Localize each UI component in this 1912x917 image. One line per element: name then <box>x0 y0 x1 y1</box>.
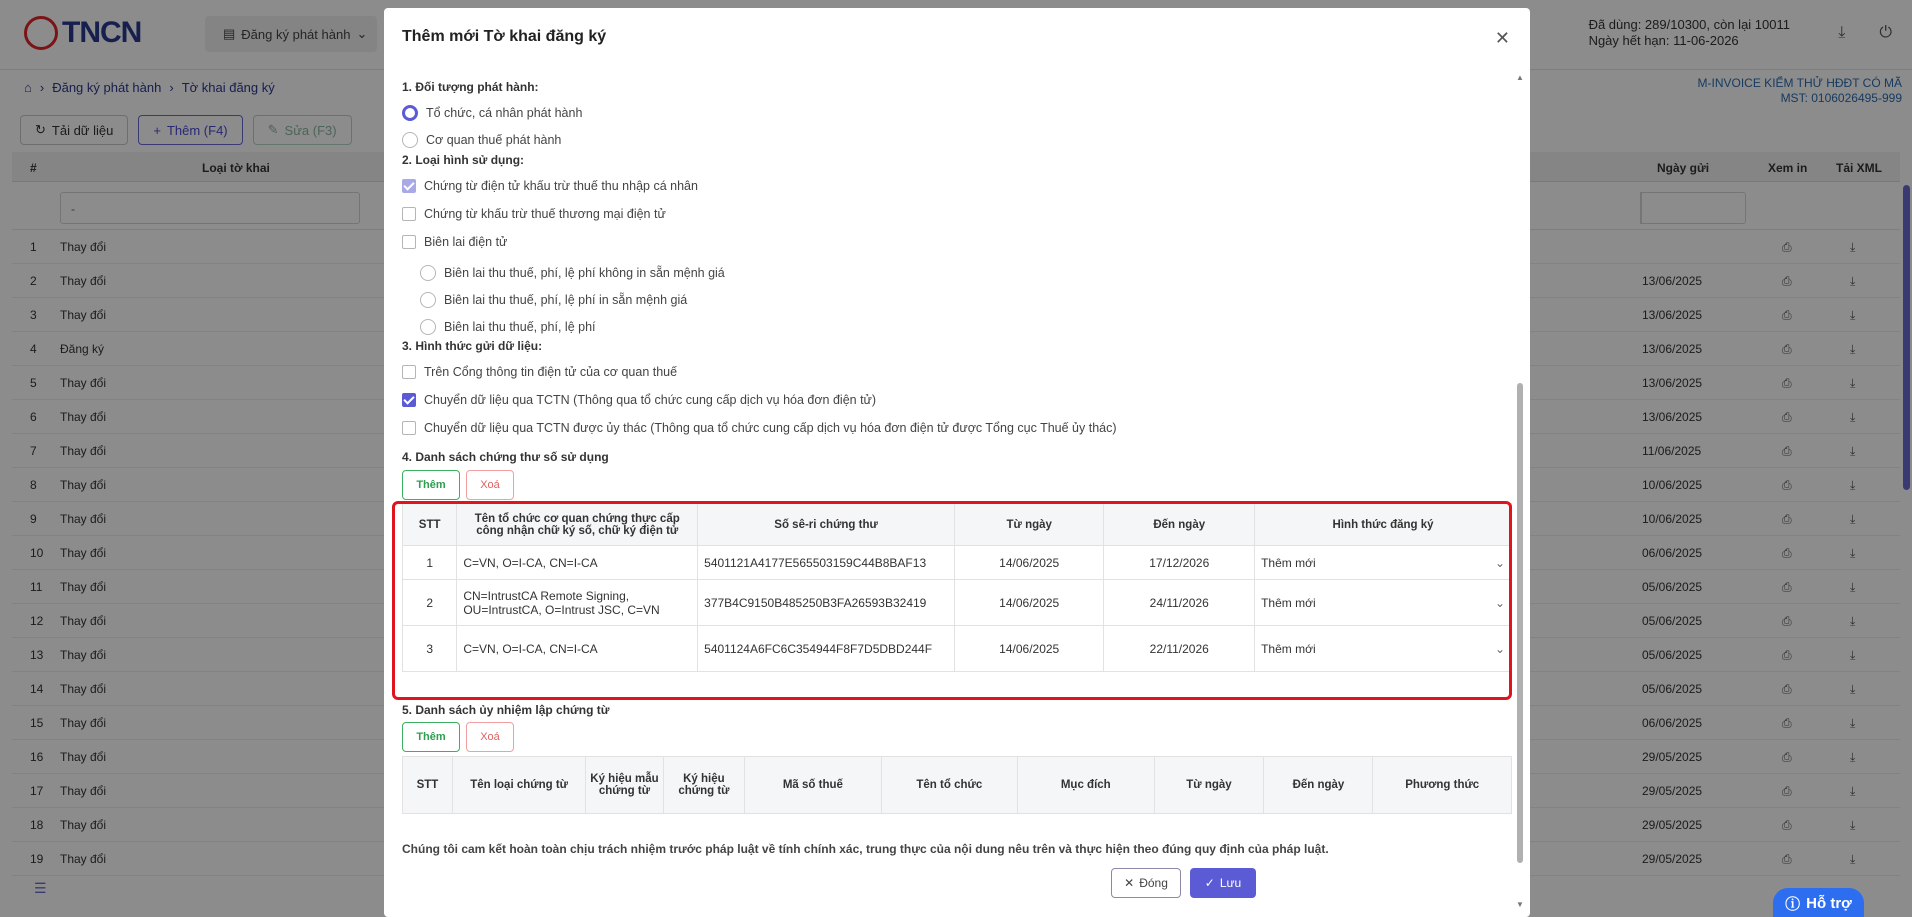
row-date: 11/06/2025 <box>1642 444 1702 458</box>
reload-label: Tải dữ liệu <box>51 122 114 138</box>
radio-receipt-general[interactable] <box>420 319 596 335</box>
company-name: M-INVOICE KIỂM THỬ HĐĐT CÓ MÃ <box>1697 76 1902 90</box>
checkbox-pit-certificate[interactable] <box>402 179 698 193</box>
print-icon[interactable]: ⎙ <box>1782 410 1792 424</box>
row-type: Thay đổi <box>60 852 107 866</box>
row-number: 14 <box>30 682 44 696</box>
row-type: Thay đổi <box>60 376 107 390</box>
row-type: Thay đổi <box>60 818 107 832</box>
section-usage-title: 2. Loại hình sử dụng: <box>402 153 525 167</box>
download-icon[interactable]: ⤓ <box>1838 24 1846 41</box>
checkbox-empty-icon <box>402 235 416 249</box>
checkbox-via-tctn-delegated[interactable] <box>402 421 1117 435</box>
radio-selected-icon <box>402 105 418 121</box>
row-type: Thay đổi <box>60 682 107 696</box>
print-icon[interactable]: ⎙ <box>1782 852 1792 866</box>
row-date: 13/06/2025 <box>1642 308 1703 322</box>
cert-stt: 2 <box>403 580 457 626</box>
delegation-col: Đến ngày <box>1264 757 1373 814</box>
close-button[interactable] <box>1111 868 1181 898</box>
edit-label: Sửa (F3) <box>284 122 337 138</box>
download-icon[interactable]: ⤓ <box>1850 342 1856 356</box>
cert-to-date: 24/11/2026 <box>1104 580 1255 626</box>
col-no: # <box>30 161 37 175</box>
print-icon[interactable]: ⎙ <box>1782 818 1792 832</box>
power-icon[interactable]: ⏻ <box>1879 24 1892 41</box>
chevron-down-icon: ⌄ <box>356 26 368 41</box>
col-print: Xem in <box>1768 161 1808 175</box>
print-icon[interactable]: ⎙ <box>1782 784 1792 798</box>
add-declaration-modal <box>384 8 1530 917</box>
radio-receipt-printed-label: Biên lai thu thuế, phí, lệ phí in sẵn mệnh giá <box>444 293 688 307</box>
row-type: Thay đổi <box>60 750 107 764</box>
download-icon[interactable]: ⤓ <box>1850 580 1856 594</box>
print-icon[interactable]: ⎙ <box>1782 648 1792 662</box>
delegation-table-header <box>403 757 1512 814</box>
certificate-table-header <box>403 504 1512 546</box>
radio-tax-issuer-label: Cơ quan thuế phát hành <box>426 133 562 147</box>
download-icon[interactable]: ⤓ <box>1850 614 1856 628</box>
row-number: 9 <box>30 512 37 526</box>
row-type: Thay đổi <box>60 240 107 254</box>
print-icon[interactable]: ⎙ <box>1782 716 1792 730</box>
row-number: 7 <box>30 444 37 458</box>
radio-receipt-general-label: Biên lai thu thuế, phí, lệ phí <box>444 320 596 334</box>
radio-empty-icon <box>402 132 418 148</box>
cert-org: C=VN, O=I-CA, CN=I-CA <box>457 626 698 672</box>
cert-form-value: Thêm mới <box>1261 641 1316 656</box>
add-certificate-button[interactable]: Thêm <box>402 470 460 500</box>
plus-icon: + <box>153 122 161 138</box>
print-icon[interactable]: ⎙ <box>1782 682 1792 696</box>
row-number: 17 <box>30 784 44 798</box>
row-number: 1 <box>30 240 37 254</box>
row-date: 13/06/2025 <box>1642 274 1703 288</box>
row-date: 06/06/2025 <box>1642 716 1703 730</box>
col-date[interactable]: Ngày gửi <box>1657 161 1710 175</box>
delegation-col: Tên tổ chức <box>881 757 1017 814</box>
row-number: 18 <box>30 818 44 832</box>
nav-dropdown-label: Đăng ký phát hành <box>241 26 351 42</box>
radio-empty-icon <box>420 292 436 308</box>
print-icon[interactable]: ⎙ <box>1782 546 1792 560</box>
print-icon[interactable]: ⎙ <box>1782 376 1792 390</box>
certificate-table-body <box>403 546 1512 672</box>
row-type: Thay đổi <box>60 410 107 424</box>
breadcrumb-declaration[interactable]: Tờ khai đăng ký <box>181 80 275 95</box>
col-type[interactable]: Loại tờ khai <box>202 161 270 175</box>
row-number: 13 <box>30 648 44 662</box>
cert-from-date: 14/06/2025 <box>955 546 1104 580</box>
type-filter-input[interactable]: - <box>60 192 360 224</box>
certificate-row[interactable] <box>403 580 1512 626</box>
cert-form-select[interactable] <box>1255 626 1512 672</box>
home-icon[interactable]: ⌂ <box>24 80 32 95</box>
row-number: 12 <box>30 614 44 628</box>
row-date: 29/05/2025 <box>1642 784 1703 798</box>
download-icon[interactable]: ⤓ <box>1850 852 1856 866</box>
commitment-text: Chúng tôi cam kết hoàn toàn chịu trách nhiệm trước pháp luật về tính chính xác, trung thực của nội dung nêu trên và thực hiện theo đúng quy định của pháp luật. <box>402 842 1329 856</box>
radio-receipt-printed[interactable] <box>420 292 687 308</box>
add-label: Thêm (F4) <box>166 122 228 138</box>
print-icon[interactable]: ⎙ <box>1782 478 1792 492</box>
delegation-col: Mục đích <box>1018 757 1154 814</box>
download-icon[interactable]: ⤓ <box>1850 784 1856 798</box>
section-certificates-title: 4. Danh sách chứng thư số sử dụng <box>402 450 609 464</box>
breadcrumb-register[interactable]: Đăng ký phát hành <box>52 80 162 95</box>
cert-serial: 5401124A6FC6C354944F8F7D5DBD244F <box>698 626 955 672</box>
modal-title: Thêm mới Tờ khai đăng ký <box>402 28 607 45</box>
row-date: 06/06/2025 <box>1642 546 1703 560</box>
checkbox-ecommerce-certificate[interactable] <box>402 207 666 221</box>
expiry-text: Ngày hết hạn: 11-06-2026 <box>1588 33 1739 48</box>
row-date: 13/06/2025 <box>1642 342 1703 356</box>
checkbox-tax-portal[interactable] <box>402 365 677 379</box>
download-icon[interactable]: ⤓ <box>1850 478 1856 492</box>
delegation-col: Tên loại chứng từ <box>452 757 585 814</box>
breadcrumb-separator-icon: › <box>39 80 45 95</box>
close-small-icon: ✕ <box>1124 876 1135 890</box>
support-button[interactable] <box>1773 888 1864 917</box>
row-type: Thay đổi <box>60 444 107 458</box>
row-type: Thay đổi <box>60 478 107 492</box>
delegation-col: Mã số thuế <box>745 757 881 814</box>
checkbox-ecommerce-certificate-label: Chứng từ khấu trừ thuế thương mại điện tử <box>424 207 666 221</box>
download-icon[interactable]: ⤓ <box>1850 818 1856 832</box>
row-date: 10/06/2025 <box>1642 478 1703 492</box>
support-button-label: Hỗ trợ <box>1806 894 1852 912</box>
row-date: 05/06/2025 <box>1642 614 1703 628</box>
checkbox-empty-icon <box>402 365 416 379</box>
print-icon[interactable]: ⎙ <box>1782 750 1792 764</box>
cert-org: C=VN, O=I-CA, CN=I-CA <box>457 546 698 580</box>
cert-form-select[interactable] <box>1255 546 1512 580</box>
close-icon[interactable]: ✕ <box>1494 28 1510 48</box>
row-number: 10 <box>30 546 44 560</box>
cert-to-date: 22/11/2026 <box>1104 626 1255 672</box>
row-date: 05/06/2025 <box>1642 580 1703 594</box>
row-number: 16 <box>30 750 44 764</box>
save-button-label: Lưu <box>1219 876 1242 890</box>
download-icon[interactable]: ⤓ <box>1850 546 1856 560</box>
download-icon[interactable]: ⤓ <box>1850 682 1856 696</box>
radio-org-issuer[interactable] <box>402 105 582 121</box>
col-stt: STT <box>403 504 457 546</box>
refresh-icon: ↻ <box>35 122 46 137</box>
download-icon[interactable]: ⤓ <box>1850 410 1856 424</box>
radio-receipt-unprinted[interactable] <box>420 265 725 281</box>
scroll-down-icon[interactable]: ▼ <box>1516 900 1524 909</box>
certificate-row[interactable] <box>403 546 1512 580</box>
row-type: Thay đổi <box>60 274 107 288</box>
cert-serial: 377B4C9150B485250B3FA26593B32419 <box>698 580 955 626</box>
col-from: Từ ngày <box>955 504 1104 546</box>
checkbox-e-receipt-label: Biên lai điện tử <box>424 235 508 249</box>
cert-form-value: Thêm mới <box>1261 555 1316 570</box>
document-icon: ▤ <box>223 26 236 41</box>
row-type: Thay đổi <box>60 546 107 560</box>
row-number: 11 <box>30 580 43 594</box>
col-form: Hình thức đăng ký <box>1255 504 1512 546</box>
delegation-col: Từ ngày <box>1154 757 1264 814</box>
section-issuer-title: 1. Đối tượng phát hành: <box>402 80 539 94</box>
radio-receipt-unprinted-label: Biên lai thu thuế, phí, lệ phí không in sẵn mệnh giá <box>444 266 725 280</box>
help-circle-icon: ⓘ <box>1785 895 1801 913</box>
cert-to-date: 17/12/2026 <box>1104 546 1255 580</box>
print-icon[interactable]: ⎙ <box>1782 614 1792 628</box>
download-icon[interactable]: ⤓ <box>1850 240 1856 254</box>
delegation-col: Phương thức <box>1373 757 1512 814</box>
row-number: 15 <box>30 716 44 730</box>
delegation-table <box>402 756 1512 814</box>
row-date: 29/05/2025 <box>1642 750 1703 764</box>
chevron-down-icon[interactable]: ⌄ <box>1494 595 1505 610</box>
row-type: Thay đổi <box>60 580 107 594</box>
cert-form-select[interactable] <box>1255 580 1512 626</box>
row-date: 05/06/2025 <box>1642 648 1703 662</box>
save-button[interactable] <box>1190 868 1256 898</box>
row-number: 8 <box>30 478 37 492</box>
check-icon: ✓ <box>1204 876 1215 890</box>
row-date: 10/06/2025 <box>1642 512 1703 526</box>
download-icon[interactable]: ⤓ <box>1850 648 1856 662</box>
col-xml: Tải XML <box>1836 161 1883 175</box>
certificate-row[interactable] <box>403 626 1512 672</box>
print-icon[interactable]: ⎙ <box>1782 580 1792 594</box>
usage-text: Đã dùng: 289/10300, còn lại 10011 <box>1588 17 1790 32</box>
delegation-col: Ký hiệu chứng từ <box>663 757 744 814</box>
row-date: 13/06/2025 <box>1642 410 1703 424</box>
checkbox-checked-icon <box>402 393 416 407</box>
radio-empty-icon <box>420 265 436 281</box>
row-type: Đăng ký <box>60 342 105 356</box>
chevron-down-icon[interactable]: ⌄ <box>1494 641 1505 656</box>
print-icon[interactable]: ⎙ <box>1782 308 1792 322</box>
row-type: Thay đổi <box>60 716 107 730</box>
scroll-up-icon[interactable]: ▲ <box>1516 73 1524 82</box>
checkbox-via-tctn-delegated-label: Chuyển dữ liệu qua TCTN được ủy thác (Thông qua tổ chức cung cấp dịch vụ hóa đơn điện tử được Tổng cục Thuế ủy thác) <box>424 421 1117 435</box>
row-date: 13/06/2025 <box>1642 376 1703 390</box>
row-number: 4 <box>30 342 37 356</box>
row-number: 6 <box>30 410 37 424</box>
delete-certificate-button[interactable]: Xoá <box>466 470 514 500</box>
download-icon[interactable]: ⤓ <box>1850 274 1856 288</box>
download-icon[interactable]: ⤓ <box>1850 308 1856 322</box>
section-delegation-title: 5. Danh sách ủy nhiệm lập chứng từ <box>402 703 610 717</box>
col-org: Tên tổ chức cơ quan chứng thực cấp công nhận chữ ký số, chữ ký điện tử <box>457 504 698 546</box>
radio-empty-icon <box>420 319 436 335</box>
print-icon[interactable]: ⎙ <box>1782 342 1792 356</box>
print-icon[interactable]: ⎙ <box>1782 240 1792 254</box>
certificate-table <box>402 503 1512 672</box>
close-button-label: Đóng <box>1139 876 1168 890</box>
modal-scrollbar[interactable] <box>1516 73 1524 909</box>
checkbox-checked-icon <box>402 179 416 193</box>
row-date: 29/05/2025 <box>1642 818 1703 832</box>
cert-stt: 1 <box>403 546 457 580</box>
radio-org-issuer-label: Tổ chức, cá nhân phát hành <box>426 106 583 120</box>
print-icon[interactable]: ⎙ <box>1782 444 1792 458</box>
delete-delegation-button[interactable]: Xoá <box>466 722 514 752</box>
cert-from-date: 14/06/2025 <box>955 580 1104 626</box>
add-delegation-button[interactable]: Thêm <box>402 722 460 752</box>
col-serial: Số sê-ri chứng thư <box>698 504 955 546</box>
logo-text: TNCN <box>62 16 142 49</box>
row-date: 05/06/2025 <box>1642 682 1703 696</box>
cert-serial: 5401121A4177E565503159C44B8BAF13 <box>698 546 955 580</box>
modal-scrollbar-thumb[interactable] <box>1517 383 1523 863</box>
checkbox-pit-certificate-label: Chứng từ điện tử khấu trừ thuế thu nhập cá nhân <box>424 179 698 193</box>
delegation-col: STT <box>403 757 453 814</box>
cert-stt: 3 <box>403 626 457 672</box>
print-icon[interactable]: ⎙ <box>1782 274 1792 288</box>
company-tax-code: MST: 0106026495-999 <box>1780 91 1902 105</box>
section-send-method-title: 3. Hình thức gửi dữ liệu: <box>402 339 543 353</box>
checkbox-via-tctn-label: Chuyển dữ liệu qua TCTN (Thông qua tổ chức cung cấp dịch vụ hóa đơn điện tử) <box>424 393 877 407</box>
checkbox-empty-icon <box>402 207 416 221</box>
row-type: Thay đổi <box>60 614 107 628</box>
row-type: Thay đổi <box>60 648 107 662</box>
checkbox-empty-icon <box>402 421 416 435</box>
download-icon[interactable]: ⤓ <box>1850 376 1856 390</box>
breadcrumb-separator-icon: › <box>169 80 174 95</box>
checkbox-tax-portal-label: Trên Cổng thông tin điện tử của cơ quan thuế <box>424 365 678 379</box>
checkbox-e-receipt[interactable] <box>402 235 507 249</box>
row-type: Thay đổi <box>60 308 107 322</box>
col-to: Đến ngày <box>1104 504 1255 546</box>
download-icon[interactable]: ⤓ <box>1850 512 1856 526</box>
cert-from-date: 14/06/2025 <box>955 626 1104 672</box>
cert-org: CN=IntrustCA Remote Signing, OU=IntrustCA, O=Intrust JSC, C=VN <box>457 580 698 626</box>
row-number: 3 <box>30 308 37 322</box>
radio-tax-issuer[interactable] <box>402 132 561 148</box>
row-number: 2 <box>30 274 37 288</box>
row-type: Thay đổi <box>60 784 107 798</box>
chevron-down-icon[interactable]: ⌄ <box>1494 555 1505 570</box>
print-icon[interactable]: ⎙ <box>1782 512 1792 526</box>
row-number: 19 <box>30 852 44 866</box>
pencil-icon: ✎ <box>267 122 279 137</box>
menu-list-icon[interactable]: ☰ <box>34 880 47 896</box>
delegation-col: Ký hiệu mẫu chứng từ <box>586 757 663 814</box>
row-number: 5 <box>30 376 37 390</box>
cert-form-value: Thêm mới <box>1261 595 1316 610</box>
row-date: 29/05/2025 <box>1642 852 1703 866</box>
download-icon[interactable]: ⤓ <box>1850 444 1856 458</box>
download-icon[interactable]: ⤓ <box>1850 750 1856 764</box>
checkbox-via-tctn[interactable] <box>402 393 876 407</box>
row-type: Thay đổi <box>60 512 107 526</box>
download-icon[interactable]: ⤓ <box>1850 716 1856 730</box>
